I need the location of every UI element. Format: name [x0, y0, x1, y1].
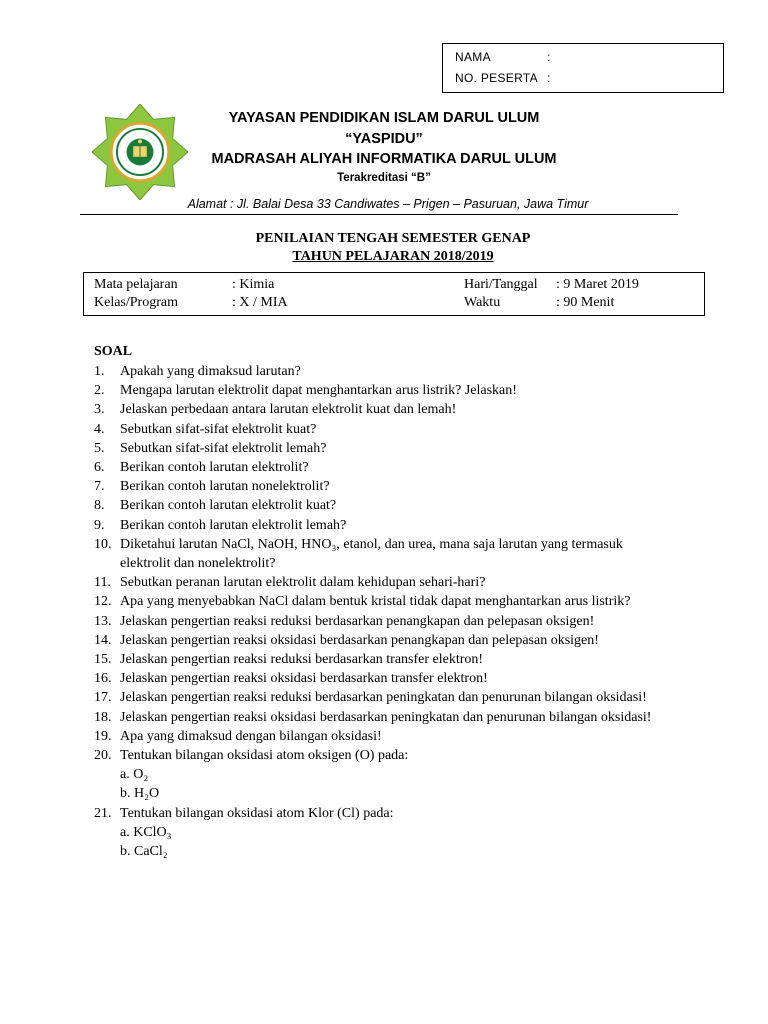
- question-text: Diketahui larutan NaCl, NaOH, HNO₃, etanol, dan urea, mana saja larutan yang termasuk elektrolit dan nonelektrolit?: [120, 536, 623, 572]
- foundation-name: YAYASAN PENDIDIKAN ISLAM DARUL ULUM: [228, 110, 540, 126]
- question-text: Jelaskan pengertian reaksi oksidasi berdasarkan peningkatan dan penurunan bilangan oksidasi!: [120, 709, 652, 725]
- question-text: Jelaskan perbedaan antara larutan elektrolit kuat dan lemah!: [120, 402, 457, 418]
- question-text: Tentukan bilangan oksidasi atom oksigen (O) pada:: [120, 748, 409, 764]
- peserta-label: NO. PESERTA: [455, 71, 538, 85]
- question-text: Jelaskan pengertian reaksi reduksi berdasarkan peningkatan dan penurunan bilangan oksidasi!: [120, 690, 647, 706]
- question-text: Mengapa larutan elektrolit dapat menghantarkan arus listrik? Jelaskan!: [120, 383, 517, 399]
- question-item: [94, 535, 674, 573]
- school-name: MADRASAH ALIYAH INFORMATIKA DARUL ULUM: [211, 151, 557, 167]
- question-item: [94, 439, 674, 458]
- question-number: 5.: [94, 440, 105, 456]
- question-text: Berikan contoh larutan elektrolit lemah?: [120, 517, 347, 533]
- question-item: [94, 592, 674, 611]
- question-number: 15.: [94, 652, 112, 668]
- question-text: Apa yang dimaksud dengan bilangan oksidasi!: [120, 728, 382, 744]
- nama-row: [455, 50, 551, 64]
- question-item: [94, 727, 674, 746]
- question-text: Sebutkan peranan larutan elektrolit dalam kehidupan sehari-hari?: [120, 575, 486, 591]
- question-item: [94, 688, 674, 707]
- question-item: [94, 573, 674, 592]
- question-text: Jelaskan pengertian reaksi reduksi berdasarkan penangkapan dan pelepasan oksigen!: [120, 613, 595, 629]
- academic-year: TAHUN PELAJARAN 2018/2019: [292, 249, 494, 264]
- question-text: Berikan contoh larutan nonelektrolit?: [120, 479, 330, 495]
- question-text: Apa yang menyebabkan NaCl dalam bentuk kristal tidak dapat menghantarkan arus listrik?: [120, 594, 631, 610]
- question-item: [94, 477, 674, 496]
- question-option: a. O₂: [120, 767, 149, 783]
- question-text: Tentukan bilangan oksidasi atom Klor (Cl) pada:: [120, 805, 394, 821]
- exam-title: PENILAIAN TENGAH SEMESTER GENAP: [255, 231, 531, 246]
- question-number: 10.: [94, 536, 112, 552]
- question-text: Apakah yang dimaksud larutan?: [120, 364, 301, 379]
- question-item: [94, 400, 674, 419]
- nama-separator: :: [547, 50, 551, 64]
- question-option: a. KClO₃: [120, 824, 172, 840]
- question-item: [94, 612, 674, 631]
- question-text: Berikan contoh larutan elektrolit?: [120, 460, 309, 476]
- waktu-value: : 90 Menit: [556, 295, 615, 310]
- question-item: [94, 496, 674, 515]
- question-number: 9.: [94, 517, 105, 533]
- question-item: [94, 804, 674, 862]
- question-number: 8.: [94, 498, 105, 514]
- question-item: [94, 420, 674, 439]
- question-item: [94, 516, 674, 535]
- nama-label: NAMA: [455, 50, 491, 64]
- question-number: 14.: [94, 632, 112, 648]
- foundation-acronym: “YASPIDU”: [345, 131, 423, 147]
- question-item: [94, 708, 674, 727]
- question-list: [94, 362, 674, 861]
- question-item: [94, 746, 674, 804]
- question-number: 3.: [94, 402, 105, 418]
- question-number: 1.: [94, 364, 105, 379]
- question-item: [94, 650, 674, 669]
- question-number: 13.: [94, 613, 112, 629]
- waktu-label: Waktu: [464, 295, 501, 310]
- exam-info-box: [83, 272, 705, 316]
- soal-heading: SOAL: [94, 344, 133, 359]
- peserta-row: [455, 71, 551, 85]
- question-item: [94, 458, 674, 477]
- question-item: [94, 381, 674, 400]
- question-number: 4.: [94, 421, 105, 437]
- question-number: 19.: [94, 728, 112, 744]
- question-text: Jelaskan pengertian reaksi oksidasi berdasarkan transfer elektron!: [120, 671, 488, 687]
- mapel-value: : Kimia: [232, 277, 275, 292]
- logo-dot: [138, 140, 142, 144]
- question-item: [94, 631, 674, 650]
- hari-value: : 9 Maret 2019: [556, 277, 639, 292]
- question-number: 7.: [94, 479, 105, 495]
- question-number: 18.: [94, 709, 112, 725]
- kelas-value: : X / MIA: [232, 295, 288, 310]
- question-number: 20.: [94, 748, 112, 764]
- mapel-label: Mata pelajaran: [94, 277, 178, 292]
- question-item: [94, 669, 674, 688]
- hari-label: Hari/Tanggal: [464, 277, 538, 292]
- question-number: 21.: [94, 805, 112, 821]
- kelas-label: Kelas/Program: [94, 295, 178, 310]
- question-text: Sebutkan sifat-sifat elektrolit lemah?: [120, 440, 327, 456]
- peserta-separator: :: [547, 71, 551, 85]
- question-option: b. H₂O: [120, 786, 160, 802]
- question-text: Sebutkan sifat-sifat elektrolit kuat?: [120, 421, 317, 437]
- question-item: [94, 362, 674, 381]
- identity-box: [442, 43, 724, 93]
- question-number: 2.: [94, 383, 105, 399]
- question-number: 16.: [94, 671, 112, 687]
- question-text: Berikan contoh larutan elektrolit kuat?: [120, 498, 337, 514]
- question-text: Jelaskan pengertian reaksi oksidasi berdasarkan penangkapan dan pelepasan oksigen!: [120, 632, 599, 648]
- question-number: 12.: [94, 594, 112, 610]
- question-number: 6.: [94, 460, 105, 476]
- question-text: Jelaskan pengertian reaksi reduksi berdasarkan transfer elektron!: [120, 652, 484, 668]
- header-divider: [80, 214, 678, 215]
- question-number: 17.: [94, 690, 112, 706]
- accreditation: Terakreditasi “B”: [337, 172, 431, 184]
- school-address: Alamat : Jl. Balai Desa 33 Candiwates – Prigen – Pasuruan, Jawa Timur: [187, 197, 589, 211]
- question-number: 11.: [94, 575, 111, 591]
- question-option: b. CaCl₂: [120, 844, 168, 860]
